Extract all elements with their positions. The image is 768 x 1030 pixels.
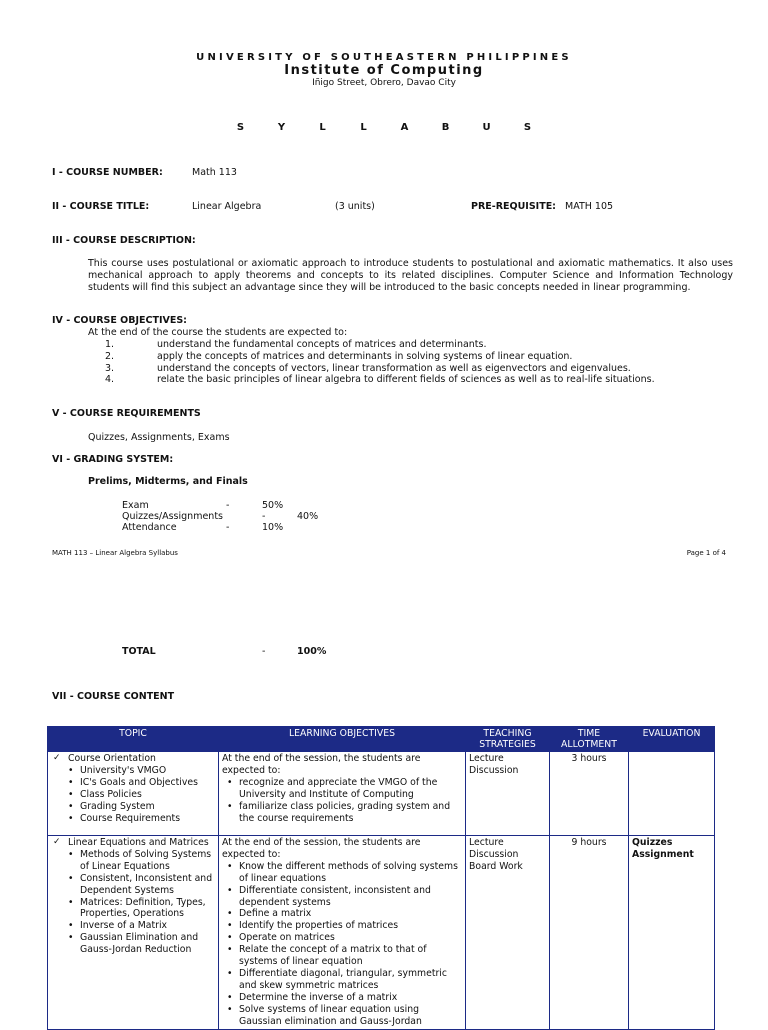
objective-text: relate the basic principles of linear algebra to different fields of sciences as well as to real-life situations.	[157, 374, 655, 386]
prerequisite-value: MATH 105	[565, 201, 614, 212]
prerequisite-label: PRE-REQUISITE:	[471, 201, 556, 212]
course-requirements-label: V - COURSE REQUIREMENTS	[52, 408, 201, 419]
objective-text: understand the fundamental concepts of matrices and determinants.	[157, 339, 487, 350]
objective-number: 4.	[105, 374, 115, 386]
course-number-label: I - COURSE NUMBER:	[52, 167, 163, 178]
syllabus-letter: L	[319, 122, 326, 133]
column-header-evaluation: EVALUATION	[629, 727, 715, 752]
objectives-intro: At the end of the session, the students are expected to:	[222, 753, 421, 776]
syllabus-letter: S	[236, 122, 245, 133]
grade-item-percent: 50%	[262, 500, 284, 511]
total-percent: 100%	[297, 646, 327, 657]
evaluation-cell	[629, 836, 715, 1030]
objective-item	[105, 339, 705, 351]
course-objectives-list	[105, 339, 705, 386]
grade-item-dash: -	[226, 500, 230, 511]
topic-title: ✓ Course Orientation	[51, 753, 215, 765]
topic-list	[63, 849, 215, 956]
university-name: UNIVERSITY OF SOUTHEASTERN PHILIPPINES	[196, 52, 572, 63]
strategy-item: Lecture	[469, 837, 504, 848]
list-item: • Course Requirements	[63, 813, 215, 825]
list-item: • Inverse of a Matrix	[63, 920, 215, 932]
evaluation-cell	[629, 752, 715, 836]
footer-left: MATH 113 – Linear Algebra Syllabus	[52, 549, 178, 557]
topic-title: ✓ Linear Equations and Matrices	[51, 837, 215, 849]
list-item: • recognize and appreciate the VMGO of the University and Institute of Computing	[222, 777, 462, 801]
list-item: • Consistent, Inconsistent and Dependent Systems	[63, 873, 215, 897]
list-item: • Matrices: Definition, Types, Properties, Operations	[63, 897, 215, 921]
objective-number: 2.	[105, 350, 115, 362]
strategy-item: Lecture	[469, 753, 504, 764]
syllabus-letter: B	[441, 122, 450, 133]
table-header-row	[48, 727, 715, 752]
list-item: • University's VMGO	[63, 765, 215, 777]
objective-text: apply the concepts of matrices and determinants in solving systems of linear equation.	[157, 350, 573, 362]
column-header-learning-objectives: LEARNING OBJECTIVES	[219, 727, 466, 752]
topic-cell	[48, 752, 219, 836]
list-item: • Grading System	[63, 801, 215, 813]
objectives-intro: At the end of the session, the students are expected to:	[222, 837, 421, 860]
course-units: (3 units)	[335, 201, 375, 212]
grade-item-percent: 40%	[297, 511, 319, 522]
grade-item-name: Attendance	[122, 522, 177, 533]
objectives-cell	[219, 836, 466, 1030]
list-item: • familiarize class policies, grading system and the course requirements	[222, 801, 462, 825]
objectives-list	[222, 777, 462, 825]
grade-item-name: Exam	[122, 500, 149, 511]
list-item: • Operate on matrices	[222, 932, 462, 944]
grade-item-dash: -	[226, 522, 230, 533]
list-item: • Identify the properties of matrices	[222, 920, 462, 932]
course-requirements-text: Quizzes, Assignments, Exams	[88, 432, 230, 443]
objectives-cell	[219, 752, 466, 836]
evaluation-item: Quizzes	[632, 837, 673, 848]
strategies-cell	[466, 752, 550, 836]
column-header-time-allotment: TIME ALLOTMENT	[550, 727, 629, 752]
objective-text: understand the concepts of vectors, linear transformation as well as eigenvectors and eigenvalues.	[157, 362, 631, 374]
course-title-label: II - COURSE TITLE:	[52, 201, 150, 212]
strategy-item: Board Work	[469, 860, 523, 872]
syllabus-letter: Y	[277, 122, 286, 133]
address: Iñigo Street, Obrero, Davao City	[312, 78, 456, 88]
syllabus-title	[0, 122, 768, 133]
course-objectives-label: IV - COURSE OBJECTIVES:	[52, 315, 187, 326]
strategy-item: Discussion	[469, 764, 519, 776]
table-row	[48, 836, 715, 1030]
grading-subhead: Prelims, Midterms, and Finals	[88, 476, 248, 487]
course-content-table	[47, 726, 715, 1030]
objectives-list	[222, 861, 462, 1028]
objective-number: 1.	[105, 339, 115, 350]
column-header-topic: TOPIC	[48, 727, 219, 752]
time-cell: 9 hours	[550, 836, 629, 1030]
syllabus-letter: U	[482, 122, 491, 133]
strategies-cell	[466, 836, 550, 1030]
list-item: • Methods of Solving Systems of Linear Equations	[63, 849, 215, 873]
syllabus-letter: L	[360, 122, 367, 133]
list-item: • Relate the concept of a matrix to that of systems of linear equation	[222, 944, 462, 968]
syllabus-letter: A	[400, 122, 409, 133]
grading-system-label: VI - GRADING SYSTEM:	[52, 454, 174, 465]
course-description-label: III - COURSE DESCRIPTION:	[52, 235, 196, 246]
grade-item-dash: -	[262, 511, 266, 522]
list-item: • IC's Goals and Objectives	[63, 777, 215, 789]
objective-number: 3.	[105, 362, 115, 374]
topic-cell	[48, 836, 219, 1030]
objective-item	[105, 363, 705, 375]
list-item: • Gaussian Elimination and Gauss-Jordan Reduction	[63, 932, 215, 956]
course-content-label: VII - COURSE CONTENT	[52, 691, 175, 702]
list-item: • Differentiate consistent, inconsistent and dependent systems	[222, 885, 462, 909]
list-item: • Determine the inverse of a matrix	[222, 992, 462, 1004]
course-objectives-intro: At the end of the course the students are expected to:	[88, 327, 348, 338]
list-item: • Solve systems of linear equation using Gaussian elimination and Gauss-Jordan	[222, 1004, 462, 1028]
total-label: TOTAL	[122, 646, 156, 657]
list-item: • Define a matrix	[222, 908, 462, 920]
time-cell: 3 hours	[550, 752, 629, 836]
objective-item	[105, 374, 705, 386]
list-item: • Differentiate diagonal, triangular, symmetric and skew symmetric matrices	[222, 968, 462, 992]
course-description-text: This course uses postulational or axiomatic approach to introduce students to postulational and axiomatic mathematics. It also uses mechanical approach to apply theorems and concepts to its related disciplines. Computer Science and Information Technology students will find this subject an advantage since they will be introduced to the basic concepts needed in linear programming.	[88, 258, 733, 293]
institute-name: Institute of Computing	[284, 63, 484, 78]
topic-list	[63, 765, 215, 825]
course-number-value: Math 113	[192, 167, 237, 178]
page-number: Page 1 of 4	[686, 549, 726, 557]
evaluation-item: Assignment	[632, 848, 694, 860]
table-row	[48, 752, 715, 836]
list-item: • Know the different methods of solving systems of linear equations	[222, 861, 462, 885]
course-title-value: Linear Algebra	[192, 201, 262, 212]
column-header-teaching-strategies: TEACHING STRATEGIES	[466, 727, 550, 752]
list-item: • Class Policies	[63, 789, 215, 801]
syllabus-letter: S	[523, 122, 532, 133]
grade-item-percent: 10%	[262, 522, 284, 533]
grade-item-name: Quizzes/Assignments	[122, 511, 223, 522]
objective-item	[105, 351, 705, 363]
strategy-item: Discussion	[469, 848, 519, 860]
total-dash: -	[262, 646, 266, 657]
